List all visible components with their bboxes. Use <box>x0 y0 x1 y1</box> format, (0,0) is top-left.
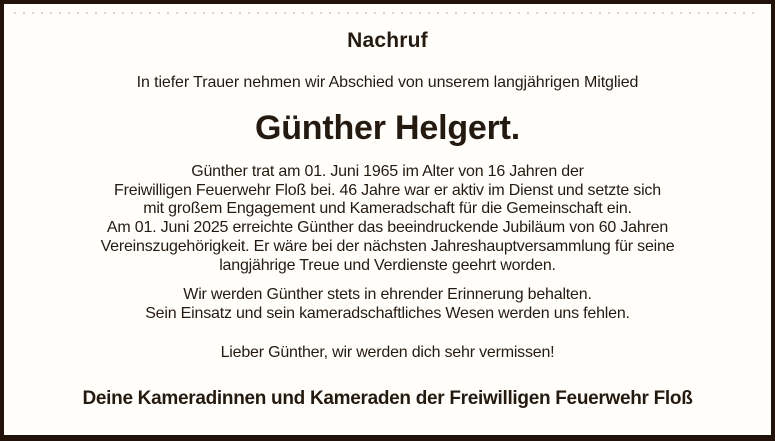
intro-line: In tiefer Trauer nehmen wir Abschied von unserem langjährigen Mitglied <box>136 74 639 91</box>
biography-line: mit großem Engagement und Kameradschaft für die Gemeinschaft ein. <box>143 200 632 218</box>
biography-line: Vereinszugehörigkeit. Er wäre bei der nächsten Jahreshauptversammlung für seine <box>100 237 675 255</box>
halftone-dots-decoration <box>14 12 761 14</box>
deceased-name: Günther Helgert. <box>254 109 521 147</box>
biography-paragraph <box>4 163 771 275</box>
notice-title: Nachruf <box>347 29 428 52</box>
biography-line: Freiwilligen Feuerwehr Floß bei. 46 Jahre war er aktiv im Dienst und setzte sich <box>114 181 661 199</box>
biography-line: Günther trat am 01. Juni 1965 im Alter von 16 Jahren der <box>191 163 584 180</box>
farewell-line: Lieber Günther, wir werden dich sehr vermissen! <box>220 343 555 361</box>
remembrance-line: Wir werden Günther stets in ehrender Erinnerung behalten. <box>183 286 592 304</box>
biography-line: Am 01. Juni 2025 erreichte Günther das beeindruckende Jubiläum von 60 Jahren <box>106 219 669 237</box>
closing-signature: Deine Kameradinnen und Kameraden der Freiwilligen Feuerwehr Floß <box>82 388 693 410</box>
remembrance-paragraph <box>4 286 771 323</box>
biography-line: langjährige Treue und Verdienste geehrt worden. <box>219 256 556 274</box>
remembrance-line: Sein Einsatz und sein kameradschaftliches Wesen werden uns fehlen. <box>145 304 630 322</box>
